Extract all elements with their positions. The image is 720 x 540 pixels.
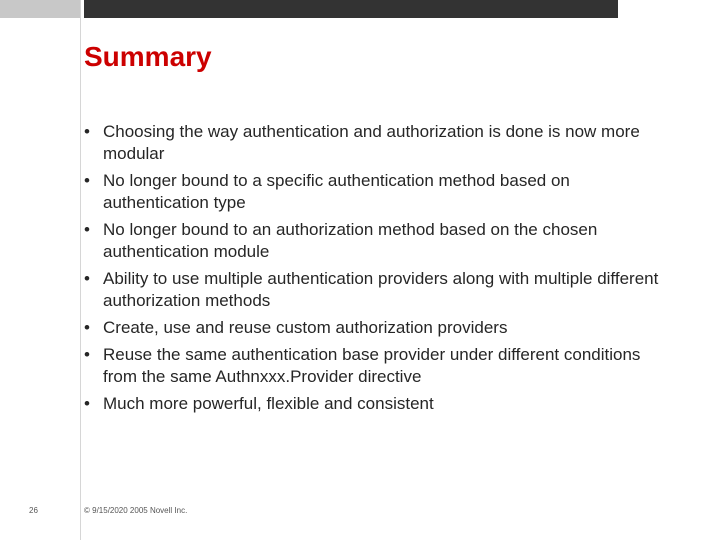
bullet-list	[84, 121, 664, 420]
bullet-item	[84, 393, 664, 415]
slide-title: Summary	[84, 41, 212, 72]
bullet-marker: •	[84, 345, 90, 364]
bullet-text: Ability to use multiple authentication providers along with multiple different authorization methods	[103, 269, 659, 310]
bullet-item	[84, 268, 664, 312]
bullet-marker: •	[84, 394, 90, 413]
bullet-text: No longer bound to an authorization method based on the chosen authentication module	[103, 220, 598, 261]
bullet-text: Much more powerful, flexible and consistent	[103, 394, 434, 413]
bullet-item	[84, 317, 664, 339]
page-number: 26	[29, 506, 38, 515]
bullet-marker: •	[84, 220, 90, 239]
bullet-text: Choosing the way authentication and authorization is done is now more modular	[103, 122, 640, 163]
left-margin-divider	[80, 0, 81, 540]
bullet-item	[84, 170, 664, 214]
top-bar-accent-light	[0, 0, 80, 18]
bullet-marker: •	[84, 269, 90, 288]
bullet-item	[84, 219, 664, 263]
bullet-item	[84, 121, 664, 165]
bullet-marker: •	[84, 122, 90, 141]
bullet-text: No longer bound to a specific authentication method based on authentication type	[103, 171, 570, 212]
bullet-item	[84, 344, 664, 388]
bullet-marker: •	[84, 171, 90, 190]
footer-copyright: © 9/15/2020 2005 Novell Inc.	[84, 506, 188, 515]
bullet-text: Reuse the same authentication base provider under different conditions from the same Authnxxx.Provider directive	[103, 345, 641, 386]
bullet-text: Create, use and reuse custom authorization providers	[103, 318, 508, 337]
bullet-marker: •	[84, 318, 90, 337]
top-bar-accent-dark	[84, 0, 618, 18]
